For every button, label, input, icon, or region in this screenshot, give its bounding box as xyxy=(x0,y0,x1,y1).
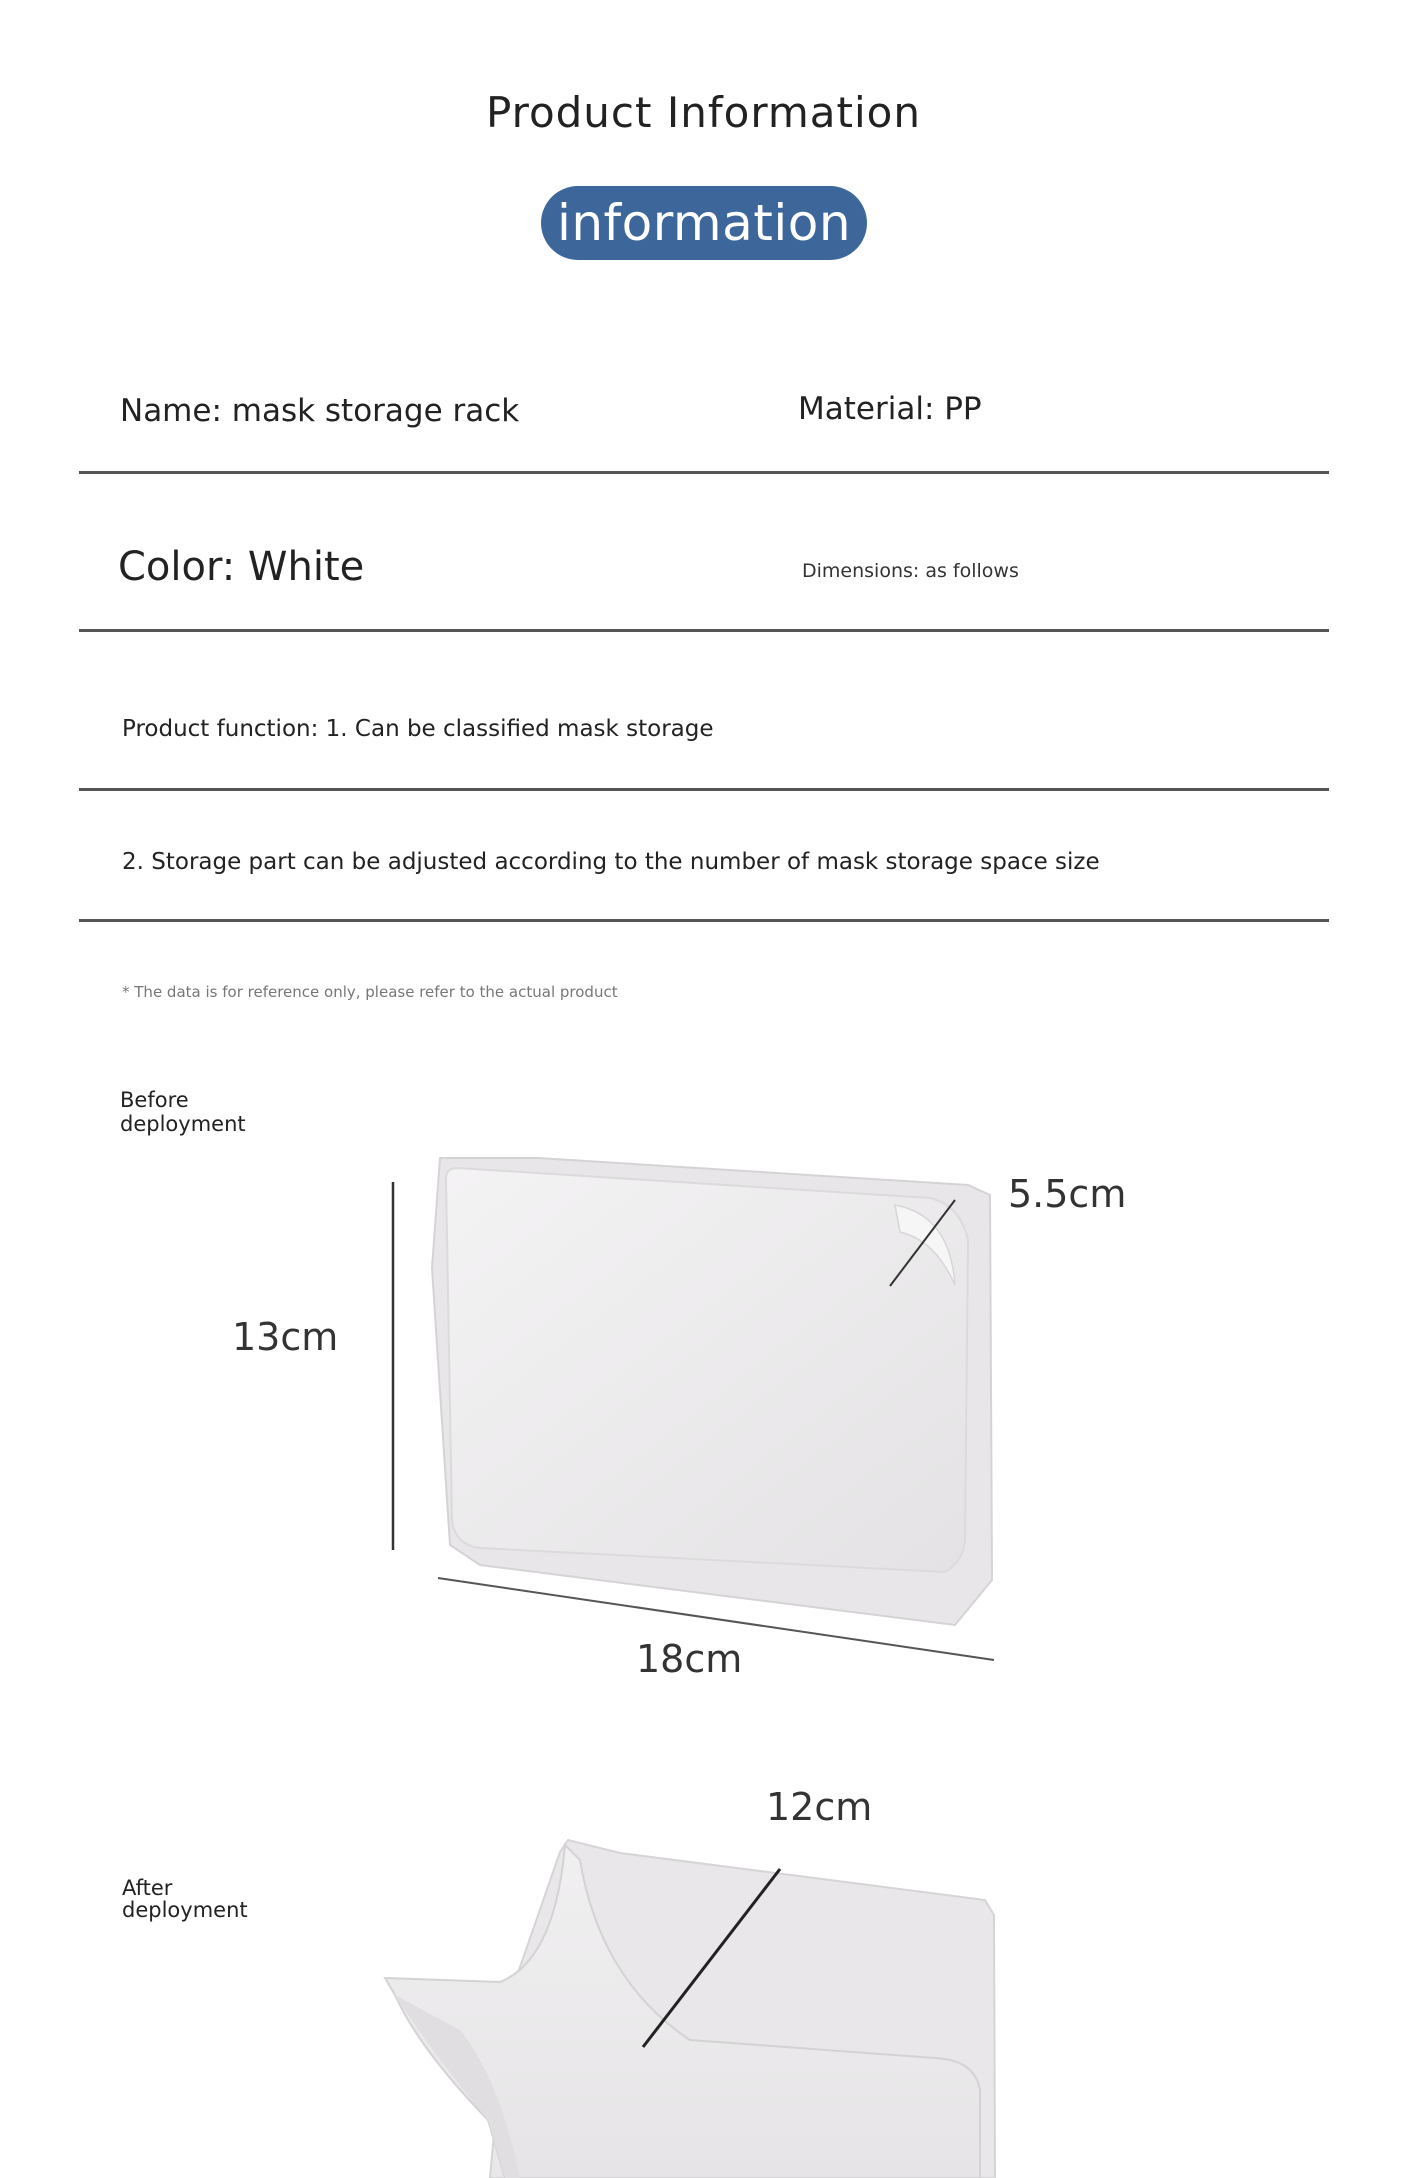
disclaimer-note: * The data is for reference only, please refer to the actual product xyxy=(122,983,618,1001)
before-deployment-label: Before deployment xyxy=(120,1088,246,1136)
open-depth-label: 12cm xyxy=(766,1785,873,1829)
spec-function-2: 2. Storage part can be adjusted according to the number of mask storage space size xyxy=(122,849,1100,875)
spec-color: Color: White xyxy=(118,544,365,590)
spec-material: Material: PP xyxy=(798,391,982,427)
page-title: Product Information xyxy=(486,88,921,137)
height-label: 13cm xyxy=(232,1315,339,1359)
information-badge: information xyxy=(541,186,867,260)
rack-front-panel xyxy=(446,1168,968,1572)
after-deployment-label: After deployment xyxy=(122,1876,248,1922)
depth-label: 5.5cm xyxy=(1008,1172,1127,1216)
spec-dimensions: Dimensions: as follows xyxy=(802,560,1019,582)
spec-name: Name: mask storage rack xyxy=(120,393,520,429)
width-label: 18cm xyxy=(636,1637,743,1681)
spec-function-1: Product function: 1. Can be classified mask storage xyxy=(122,716,714,742)
